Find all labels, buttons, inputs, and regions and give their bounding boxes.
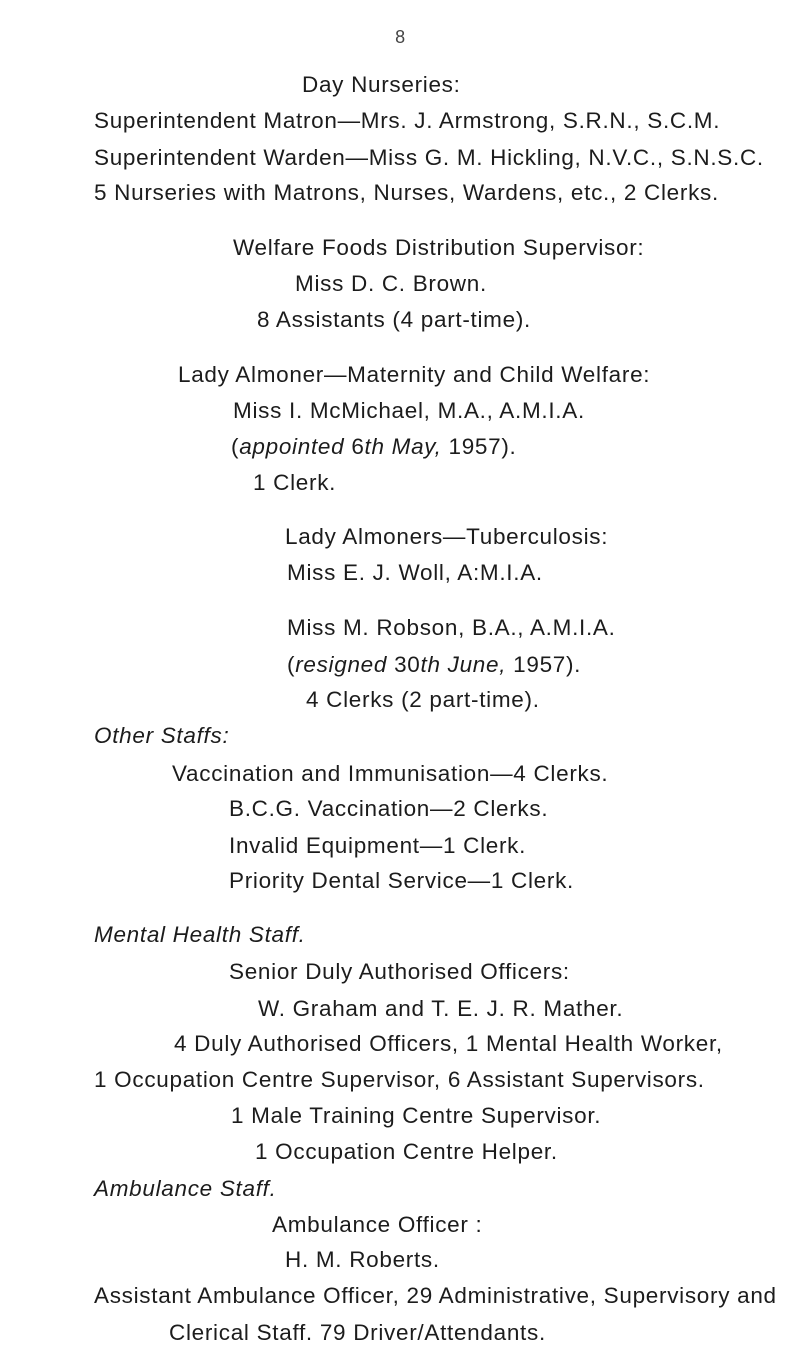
day-nurseries-line: Superintendent Matron—Mrs. J. Armstrong, S.R.N., S.C.M.: [94, 108, 721, 133]
ambulance-subheading: Ambulance Officer :: [272, 1212, 483, 1237]
other-staffs-item: Vaccination and Immunisation—4 Clerks.: [172, 761, 609, 786]
welfare-foods-assistants: 8 Assistants (4 part-time).: [257, 307, 531, 332]
mental-health-subheading: Senior Duly Authorised Officers:: [229, 959, 570, 984]
resigned-year: 1957).: [513, 652, 582, 677]
ambulance-line: Clerical Staff. 79 Driver/Attendants.: [169, 1320, 546, 1345]
appointed-label: appointed: [239, 434, 345, 459]
appointed-date-num: 6: [351, 434, 365, 459]
ambulance-name: H. M. Roberts.: [285, 1247, 440, 1272]
mental-health-line: 1 Occupation Centre Helper.: [255, 1139, 558, 1164]
mental-health-heading: Mental Health Staff.: [94, 922, 306, 947]
other-staffs-item: Priority Dental Service—1 Clerk.: [229, 868, 574, 893]
resigned-date-num: 30: [394, 652, 421, 677]
other-staffs-item: Invalid Equipment—1 Clerk.: [229, 833, 527, 858]
almoners-tb-heading: Lady Almoners—Tuberculosis:: [285, 524, 609, 549]
mental-health-names: W. Graham and T. E. J. R. Mather.: [258, 996, 624, 1021]
almoners-tb-clerks: 4 Clerks (2 part-time).: [306, 687, 540, 712]
resigned-date: th June,: [420, 652, 507, 677]
welfare-foods-heading: Welfare Foods Distribution Supervisor:: [233, 235, 645, 260]
other-staffs-item: B.C.G. Vaccination—2 Clerks.: [229, 796, 549, 821]
day-nurseries-line: 5 Nurseries with Matrons, Nurses, Wardens, etc., 2 Clerks.: [94, 180, 719, 205]
mental-health-line: 4 Duly Authorised Officers, 1 Mental Health Worker,: [174, 1031, 723, 1056]
welfare-foods-name: Miss D. C. Brown.: [295, 271, 487, 296]
ambulance-heading: Ambulance Staff.: [94, 1176, 277, 1201]
day-nurseries-line: Superintendent Warden—Miss G. M. Hickling, N.V.C., S.N.S.C.: [94, 145, 764, 170]
ambulance-line: Assistant Ambulance Officer, 29 Administrative, Supervisory and: [94, 1283, 777, 1308]
almoners-tb-resigned: (resigned 30th June, 1957).: [287, 652, 582, 677]
appointed-year: 1957).: [448, 434, 517, 459]
almoner-maternity-heading: Lady Almoner—Maternity and Child Welfare:: [178, 362, 651, 387]
mental-health-line: 1 Occupation Centre Supervisor, 6 Assistant Supervisors.: [94, 1067, 705, 1092]
resigned-label: resigned: [295, 652, 388, 677]
almoner-maternity-name: Miss I. McMichael, M.A., A.M.I.A.: [233, 398, 585, 423]
page-number: 8: [395, 27, 406, 47]
almoners-tb-name: Miss M. Robson, B.A., A.M.I.A.: [287, 615, 616, 640]
other-staffs-heading: Other Staffs:: [94, 723, 230, 748]
day-nurseries-heading: Day Nurseries:: [302, 72, 461, 97]
almoner-maternity-appointed: (appointed 6th May, 1957).: [231, 434, 517, 459]
almoner-maternity-clerk: 1 Clerk.: [253, 470, 337, 495]
almoners-tb-name: Miss E. J. Woll, A:M.I.A.: [287, 560, 543, 585]
mental-health-line: 1 Male Training Centre Supervisor.: [231, 1103, 602, 1128]
appointed-date: th May,: [364, 434, 442, 459]
